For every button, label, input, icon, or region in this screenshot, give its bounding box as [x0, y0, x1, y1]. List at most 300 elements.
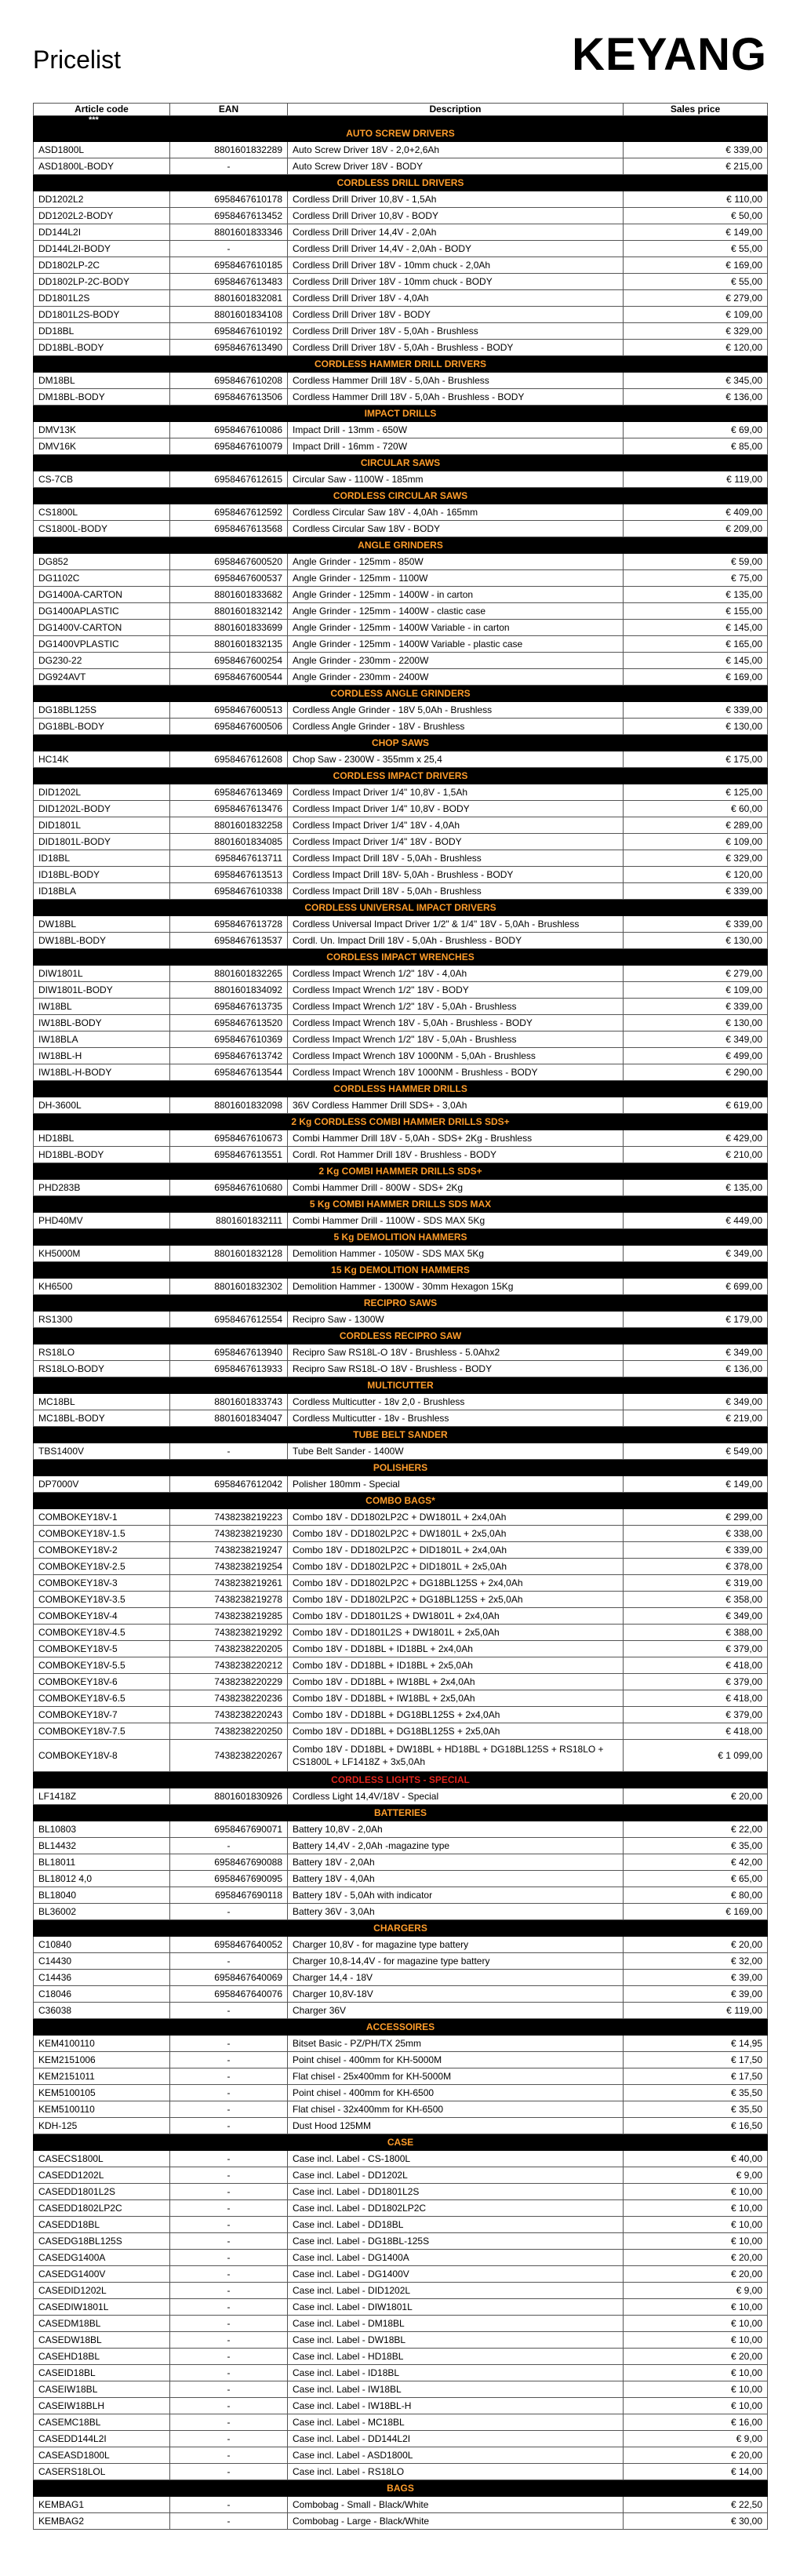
price-value: 10,00: [738, 2186, 762, 2197]
description-cell: Cordless Impact Drill 18V - 5,0Ah - Brushless: [288, 883, 624, 900]
euro-symbol: €: [725, 391, 731, 402]
description-cell: Cordless Drill Driver 18V - 4,0Ah: [288, 290, 624, 307]
ean-cell: -: [170, 2233, 288, 2250]
price-cell: [624, 373, 768, 389]
euro-symbol: €: [725, 1446, 731, 1457]
description-cell: Combi Hammer Drill 18V - 5,0Ah - SDS+ 2Kg - Brushless: [288, 1130, 624, 1147]
table-row: [34, 2101, 768, 2118]
table-row: [34, 1097, 768, 1114]
ean-cell: -: [170, 2497, 288, 2513]
ean-cell: 6958467640052: [170, 1937, 288, 1953]
description-cell: Case incl. Label - DD144L2I: [288, 2431, 624, 2447]
euro-symbol: €: [726, 474, 732, 485]
price-cell: [624, 1740, 768, 1772]
article-code-cell: MC18BL: [34, 1394, 170, 1410]
description-cell: Cordless Impact Driver 1/4" 10,8V - BODY: [288, 801, 624, 817]
description-cell: Combo 18V - DD1802LP2C + DW1801L + 2x4,0Ah: [288, 1509, 624, 1526]
ean-cell: 6958467690118: [170, 1887, 288, 1904]
euro-symbol: €: [726, 2005, 732, 2016]
table-row: [34, 999, 768, 1015]
description-cell: Cordless Drill Driver 14,4V - 2,0Ah: [288, 224, 624, 241]
euro-symbol: €: [730, 1840, 736, 1851]
page-title: Pricelist: [33, 45, 122, 74]
article-code-cell: BL18011: [34, 1854, 170, 1871]
price-value: 349,00: [733, 1248, 762, 1259]
article-code-cell: COMBOKEY18V-5.5: [34, 1657, 170, 1674]
ean-cell: 8801601834085: [170, 834, 288, 850]
price-cell: [624, 554, 768, 570]
table-row: [34, 142, 768, 158]
ean-cell: 8801601830926: [170, 1788, 288, 1805]
description-cell: Case incl. Label - DG1400A: [288, 2250, 624, 2266]
price-value: 299,00: [733, 1512, 762, 1523]
price-value: 145,00: [733, 655, 762, 666]
price-cell: [624, 570, 768, 587]
price-value: 135,00: [733, 589, 762, 600]
marker-row: [34, 116, 768, 126]
article-code-cell: DD18BL: [34, 323, 170, 340]
table-row: [34, 603, 768, 620]
euro-symbol: €: [725, 919, 731, 930]
ean-cell: 6958467690088: [170, 1854, 288, 1871]
ean-cell: -: [170, 1838, 288, 1854]
ean-cell: 8801601832128: [170, 1246, 288, 1262]
price-value: 20,00: [738, 2252, 762, 2263]
table-row: [34, 158, 768, 175]
ean-cell: 6958467612592: [170, 504, 288, 521]
price-value: 119,00: [734, 474, 762, 485]
article-code-cell: DW18BL: [34, 916, 170, 933]
description-cell: Battery 18V - 2,0Ah: [288, 1854, 624, 1871]
table-row: [34, 1344, 768, 1361]
section-title: POLISHERS: [34, 1460, 768, 1476]
ean-cell: 6958467640076: [170, 1986, 288, 2003]
price-cell: [624, 1476, 768, 1493]
description-cell: Cordless Impact Driver 1/4" 10,8V - 1,5Ah: [288, 784, 624, 801]
description-cell: Case incl. Label - DD1202L: [288, 2167, 624, 2184]
euro-symbol: €: [725, 787, 731, 798]
ean-cell: 7438238219285: [170, 1608, 288, 1625]
section-title: AUTO SCREW DRIVERS: [34, 126, 768, 142]
price-value: 10,00: [738, 2367, 762, 2378]
ean-cell: 6958467610079: [170, 438, 288, 455]
euro-symbol: €: [725, 1610, 731, 1621]
article-code-cell: CASEDID1202L: [34, 2283, 170, 2299]
price-cell: [624, 1953, 768, 1970]
section-title: COMBO BAGS*: [34, 1493, 768, 1509]
euro-symbol: €: [730, 243, 736, 254]
ean-cell: -: [170, 2349, 288, 2365]
ean-cell: -: [170, 2299, 288, 2316]
table-row: [34, 1443, 768, 1460]
marker-cell: ***: [34, 116, 170, 126]
price-cell: [624, 389, 768, 406]
price-cell: [624, 2003, 768, 2019]
section-title: 5 Kg COMBI HAMMER DRILLS SDS MAX: [34, 1196, 768, 1213]
euro-symbol: €: [725, 375, 731, 386]
euro-symbol: €: [730, 2186, 736, 2197]
description-cell: Combobag - Small - Black/White: [288, 2497, 624, 2513]
ean-cell: 6958467613469: [170, 784, 288, 801]
section-header-row: [34, 1262, 768, 1279]
description-cell: Case incl. Label - DD1802LP2C: [288, 2200, 624, 2217]
price-cell: [624, 504, 768, 521]
article-code-cell: BL36002: [34, 1904, 170, 1920]
description-cell: Case incl. Label - IW18BL-H: [288, 2398, 624, 2414]
article-code-cell: COMBOKEY18V-4: [34, 1608, 170, 1625]
price-value: 55,00: [738, 276, 762, 287]
euro-symbol: €: [725, 161, 731, 172]
table-row: [34, 2233, 768, 2250]
ean-cell: 8801601832081: [170, 290, 288, 307]
price-value: 388,00: [733, 1627, 762, 1638]
euro-symbol: €: [725, 622, 731, 633]
article-code-cell: C14430: [34, 1953, 170, 1970]
table-row: [34, 2447, 768, 2464]
euro-symbol: €: [725, 326, 731, 337]
article-code-cell: COMBOKEY18V-7.5: [34, 1723, 170, 1740]
euro-symbol: €: [725, 721, 731, 732]
price-cell: [624, 1443, 768, 1460]
ean-cell: 6958467690071: [170, 1821, 288, 1838]
article-code-cell: DMV13K: [34, 422, 170, 438]
ean-cell: 6958467613483: [170, 274, 288, 290]
description-cell: Auto Screw Driver 18V - 2,0+2,6Ah: [288, 142, 624, 158]
euro-symbol: €: [725, 1363, 731, 1374]
ean-cell: -: [170, 2068, 288, 2085]
ean-cell: 7438238219261: [170, 1575, 288, 1592]
description-cell: Case incl. Label - RS18LO: [288, 2464, 624, 2480]
table-row: [34, 554, 768, 570]
ean-cell: 6958467613506: [170, 389, 288, 406]
description-cell: Cordless Impact Driver 1/4" 18V - BODY: [288, 834, 624, 850]
ean-cell: 6958467610192: [170, 323, 288, 340]
table-row: [34, 1476, 768, 1493]
article-code-cell: CASEDM18BL: [34, 2316, 170, 2332]
ean-cell: -: [170, 2283, 288, 2299]
table-row: [34, 290, 768, 307]
price-value: 145,00: [733, 622, 762, 633]
price-value: 339,00: [733, 886, 762, 897]
price-cell: [624, 620, 768, 636]
ean-cell: -: [170, 2217, 288, 2233]
price-value: 10,00: [738, 2236, 762, 2247]
table-row: [34, 751, 768, 768]
price-value: 149,00: [733, 1479, 762, 1490]
price-cell: [624, 2299, 768, 2316]
article-code-cell: DMV16K: [34, 438, 170, 455]
price-table: [33, 103, 768, 2530]
description-cell: Chop Saw - 2300W - 355mm x 25,4: [288, 751, 624, 768]
description-cell: Cordless Drill Driver 18V - 5,0Ah - Brushless: [288, 323, 624, 340]
ean-cell: 8801601833682: [170, 587, 288, 603]
description-cell: Angle Grinder - 125mm - 1400W Variable - plastic case: [288, 636, 624, 653]
euro-symbol: €: [725, 523, 731, 534]
euro-symbol: €: [725, 1660, 731, 1671]
euro-symbol: €: [725, 1643, 731, 1654]
ean-cell: -: [170, 2398, 288, 2414]
section-title: CORDLESS IMPACT DRIVERS: [34, 768, 768, 784]
brand-logo: KEYANG: [572, 29, 767, 80]
price-value: 9,00: [744, 2170, 762, 2181]
price-value: 149,00: [733, 227, 762, 238]
article-code-cell: KEM5100105: [34, 2085, 170, 2101]
article-code-cell: DM18BL-BODY: [34, 389, 170, 406]
euro-symbol: €: [725, 1528, 731, 1539]
ean-cell: 8801601832289: [170, 142, 288, 158]
price-value: 345,00: [733, 375, 762, 386]
price-value: 39,00: [738, 1972, 762, 1983]
price-cell: [624, 2118, 768, 2134]
price-value: 130,00: [733, 935, 762, 946]
table-row: [34, 784, 768, 801]
description-cell: Case incl. Label - DIW1801L: [288, 2299, 624, 2316]
euro-symbol: €: [730, 573, 736, 584]
article-code-cell: RS1300: [34, 1312, 170, 1328]
ean-cell: -: [170, 2052, 288, 2068]
euro-symbol: €: [730, 1873, 736, 1884]
price-cell: [624, 883, 768, 900]
article-code-cell: ID18BL-BODY: [34, 867, 170, 883]
euro-symbol: €: [730, 2219, 736, 2230]
table-row: [34, 1279, 768, 1295]
description-cell: 36V Cordless Hammer Drill SDS+ - 3,0Ah: [288, 1097, 624, 1114]
article-code-cell: BL18040: [34, 1887, 170, 1904]
article-code-cell: IW18BL-BODY: [34, 1015, 170, 1031]
table-header-row: [34, 104, 768, 116]
description-cell: Polisher 180mm - Special: [288, 1476, 624, 1493]
description-cell: Charger 14,4 - 18V: [288, 1970, 624, 1986]
article-code-cell: KEMBAG2: [34, 2513, 170, 2530]
price-value: 136,00: [733, 391, 762, 402]
euro-symbol: €: [730, 2252, 736, 2263]
article-code-cell: PHD283B: [34, 1180, 170, 1196]
table-row: [34, 966, 768, 982]
ean-cell: 7438238220243: [170, 1707, 288, 1723]
table-row: [34, 1147, 768, 1163]
section-header-row: [34, 1377, 768, 1394]
euro-symbol: €: [725, 1627, 731, 1638]
description-cell: Case incl. Label - DD18BL: [288, 2217, 624, 2233]
article-code-cell: PHD40MV: [34, 1213, 170, 1229]
price-value: 109,00: [733, 984, 762, 995]
price-cell: [624, 933, 768, 949]
description-cell: Cordless Drill Driver 18V - 10mm chuck - 2,0Ah: [288, 257, 624, 274]
euro-symbol: €: [725, 655, 731, 666]
euro-symbol: €: [725, 1281, 731, 1292]
section-header-row: [34, 2480, 768, 2497]
article-code-cell: CS1800L: [34, 504, 170, 521]
article-code-cell: RS18LO-BODY: [34, 1361, 170, 1377]
ean-cell: 7438238220205: [170, 1641, 288, 1657]
description-cell: Case incl. Label - DM18BL: [288, 2316, 624, 2332]
article-code-cell: DG852: [34, 554, 170, 570]
price-cell: [624, 1147, 768, 1163]
price-value: 109,00: [733, 309, 762, 320]
euro-symbol: €: [730, 2516, 736, 2527]
price-value: 80,00: [738, 1890, 762, 1901]
ean-cell: 7438238220267: [170, 1740, 288, 1772]
price-value: 14,95: [738, 2038, 762, 2049]
table-row: [34, 1394, 768, 1410]
price-cell: [624, 603, 768, 620]
price-cell: [624, 471, 768, 488]
price-value: 429,00: [733, 1133, 762, 1144]
price-cell: [624, 2266, 768, 2283]
price-value: 120,00: [733, 869, 762, 880]
euro-symbol: €: [736, 2285, 742, 2296]
price-value: 378,00: [733, 1561, 762, 1572]
ean-cell: 8801601832265: [170, 966, 288, 982]
price-cell: [624, 1509, 768, 1526]
article-code-cell: ASD1800L-BODY: [34, 158, 170, 175]
description-cell: Cordless Drill Driver 18V - BODY: [288, 307, 624, 323]
section-title: CORDLESS IMPACT WRENCHES: [34, 949, 768, 966]
header-description: Description: [288, 104, 624, 116]
section-title: CORDLESS RECIPRO SAW: [34, 1328, 768, 1344]
price-cell: [624, 2398, 768, 2414]
euro-symbol: €: [725, 1017, 731, 1028]
article-code-cell: COMBOKEY18V-1: [34, 1509, 170, 1526]
description-cell: Cordless Multicutter - 18v 2,0 - Brushless: [288, 1394, 624, 1410]
ean-cell: 6958467600520: [170, 554, 288, 570]
table-row: [34, 2200, 768, 2217]
article-code-cell: COMBOKEY18V-2.5: [34, 1559, 170, 1575]
price-value: 418,00: [733, 1693, 762, 1704]
article-code-cell: DG924AVT: [34, 669, 170, 686]
ean-cell: 8801601834108: [170, 307, 288, 323]
price-value: 289,00: [733, 820, 762, 831]
euro-symbol: €: [730, 2301, 736, 2312]
table-row: [34, 636, 768, 653]
description-cell: Battery 18V - 4,0Ah: [288, 1871, 624, 1887]
euro-symbol: €: [725, 1248, 731, 1259]
euro-symbol: €: [725, 1512, 731, 1523]
section-header-row: [34, 406, 768, 422]
ean-cell: -: [170, 2513, 288, 2530]
price-value: 358,00: [733, 1594, 762, 1605]
description-cell: Cordless Impact Wrench 1/2" 18V - 4,0Ah: [288, 966, 624, 982]
euro-symbol: €: [726, 194, 732, 205]
table-row: [34, 1592, 768, 1608]
table-row: [34, 2184, 768, 2200]
article-code-cell: MC18BL-BODY: [34, 1410, 170, 1427]
ean-cell: 6958467613568: [170, 521, 288, 537]
price-value: 339,00: [733, 704, 762, 715]
table-row: [34, 1838, 768, 1854]
price-value: 349,00: [733, 1396, 762, 1407]
table-row: [34, 850, 768, 867]
section-header-row: [34, 126, 768, 142]
euro-symbol: €: [736, 2433, 742, 2444]
euro-symbol: €: [730, 2384, 736, 2395]
price-value: 40,00: [738, 2153, 762, 2164]
ean-cell: 6958467613537: [170, 933, 288, 949]
price-cell: [624, 1312, 768, 1328]
price-value: 10,00: [738, 2219, 762, 2230]
description-cell: Cordless Impact Wrench 18V - 5,0Ah - Brushless - BODY: [288, 1015, 624, 1031]
article-code-cell: CASEDIW1801L: [34, 2299, 170, 2316]
price-value: 110,00: [734, 194, 762, 205]
euro-symbol: €: [730, 1890, 736, 1901]
ean-cell: -: [170, 2381, 288, 2398]
description-cell: Angle Grinder - 125mm - 850W: [288, 554, 624, 570]
table-row: [34, 916, 768, 933]
price-cell: [624, 2167, 768, 2184]
euro-symbol: €: [730, 1791, 736, 1802]
price-cell: [624, 241, 768, 257]
price-value: 59,00: [738, 556, 762, 567]
description-cell: Cordless Impact Driver 1/4" 18V - 4,0Ah: [288, 817, 624, 834]
price-value: 169,00: [733, 1906, 762, 1917]
marker-empty: [624, 116, 768, 126]
price-value: 339,00: [733, 144, 762, 155]
table-row: [34, 801, 768, 817]
euro-symbol: €: [725, 1133, 731, 1144]
section-title: CORDLESS CIRCULAR SAWS: [34, 488, 768, 504]
table-row: [34, 2036, 768, 2052]
euro-symbol: €: [730, 1988, 736, 1999]
description-cell: Cordless Drill Driver 10,8V - 1,5Ah: [288, 191, 624, 208]
description-cell: Cordless Impact Wrench 18V 1000NM - Brushless - BODY: [288, 1064, 624, 1081]
description-cell: Cordless Impact Drill 18V- 5,0Ah - Brushless - BODY: [288, 867, 624, 883]
description-cell: Cordless Hammer Drill 18V - 5,0Ah - Brushless: [288, 373, 624, 389]
description-cell: Cordless Circular Saw 18V - 4,0Ah - 165mm: [288, 504, 624, 521]
section-header-row: [34, 537, 768, 554]
ean-cell: -: [170, 2036, 288, 2052]
description-cell: Cordless Angle Grinder - 18V - Brushless: [288, 719, 624, 735]
header-article-code: Article code: [34, 104, 170, 116]
price-value: 109,00: [733, 836, 762, 847]
article-code-cell: CASEASD1800L: [34, 2447, 170, 2464]
euro-symbol: €: [730, 803, 736, 814]
article-code-cell: COMBOKEY18V-6: [34, 1674, 170, 1690]
marker-empty: [170, 116, 288, 126]
price-value: 10,00: [738, 2400, 762, 2411]
article-code-cell: DG1400A-CARTON: [34, 587, 170, 603]
description-cell: Cordless Impact Wrench 18V 1000NM - 5,0Ah - Brushless: [288, 1048, 624, 1064]
description-cell: Angle Grinder - 125mm - 1100W: [288, 570, 624, 587]
price-value: 55,00: [738, 243, 762, 254]
article-code-cell: COMBOKEY18V-6.5: [34, 1690, 170, 1707]
price-cell: [624, 653, 768, 669]
table-row: [34, 669, 768, 686]
euro-symbol: €: [725, 1577, 731, 1588]
price-value: 339,00: [733, 919, 762, 930]
section-header-row: [34, 1229, 768, 1246]
table-row: [34, 2266, 768, 2283]
ean-cell: 6958467610338: [170, 883, 288, 900]
euro-symbol: €: [730, 2400, 736, 2411]
table-row: [34, 2052, 768, 2068]
table-row: [34, 2003, 768, 2019]
ean-cell: 7438238219292: [170, 1625, 288, 1641]
price-cell: [624, 1542, 768, 1559]
article-code-cell: CASEID18BL: [34, 2365, 170, 2381]
price-value: 165,00: [733, 639, 762, 649]
ean-cell: 7438238219223: [170, 1509, 288, 1526]
table-row: [34, 1788, 768, 1805]
euro-symbol: €: [725, 1676, 731, 1687]
description-cell: Cordless Universal Impact Driver 1/2" & 1/4" 18V - 5,0Ah - Brushless: [288, 916, 624, 933]
table-row: [34, 1246, 768, 1262]
header-ean: EAN: [170, 104, 288, 116]
article-code-cell: DP7000V: [34, 1476, 170, 1493]
table-row: [34, 422, 768, 438]
article-code-cell: CASERS18LOL: [34, 2464, 170, 2480]
article-code-cell: CASEDG18BL125S: [34, 2233, 170, 2250]
article-code-cell: DG18BL125S: [34, 702, 170, 719]
